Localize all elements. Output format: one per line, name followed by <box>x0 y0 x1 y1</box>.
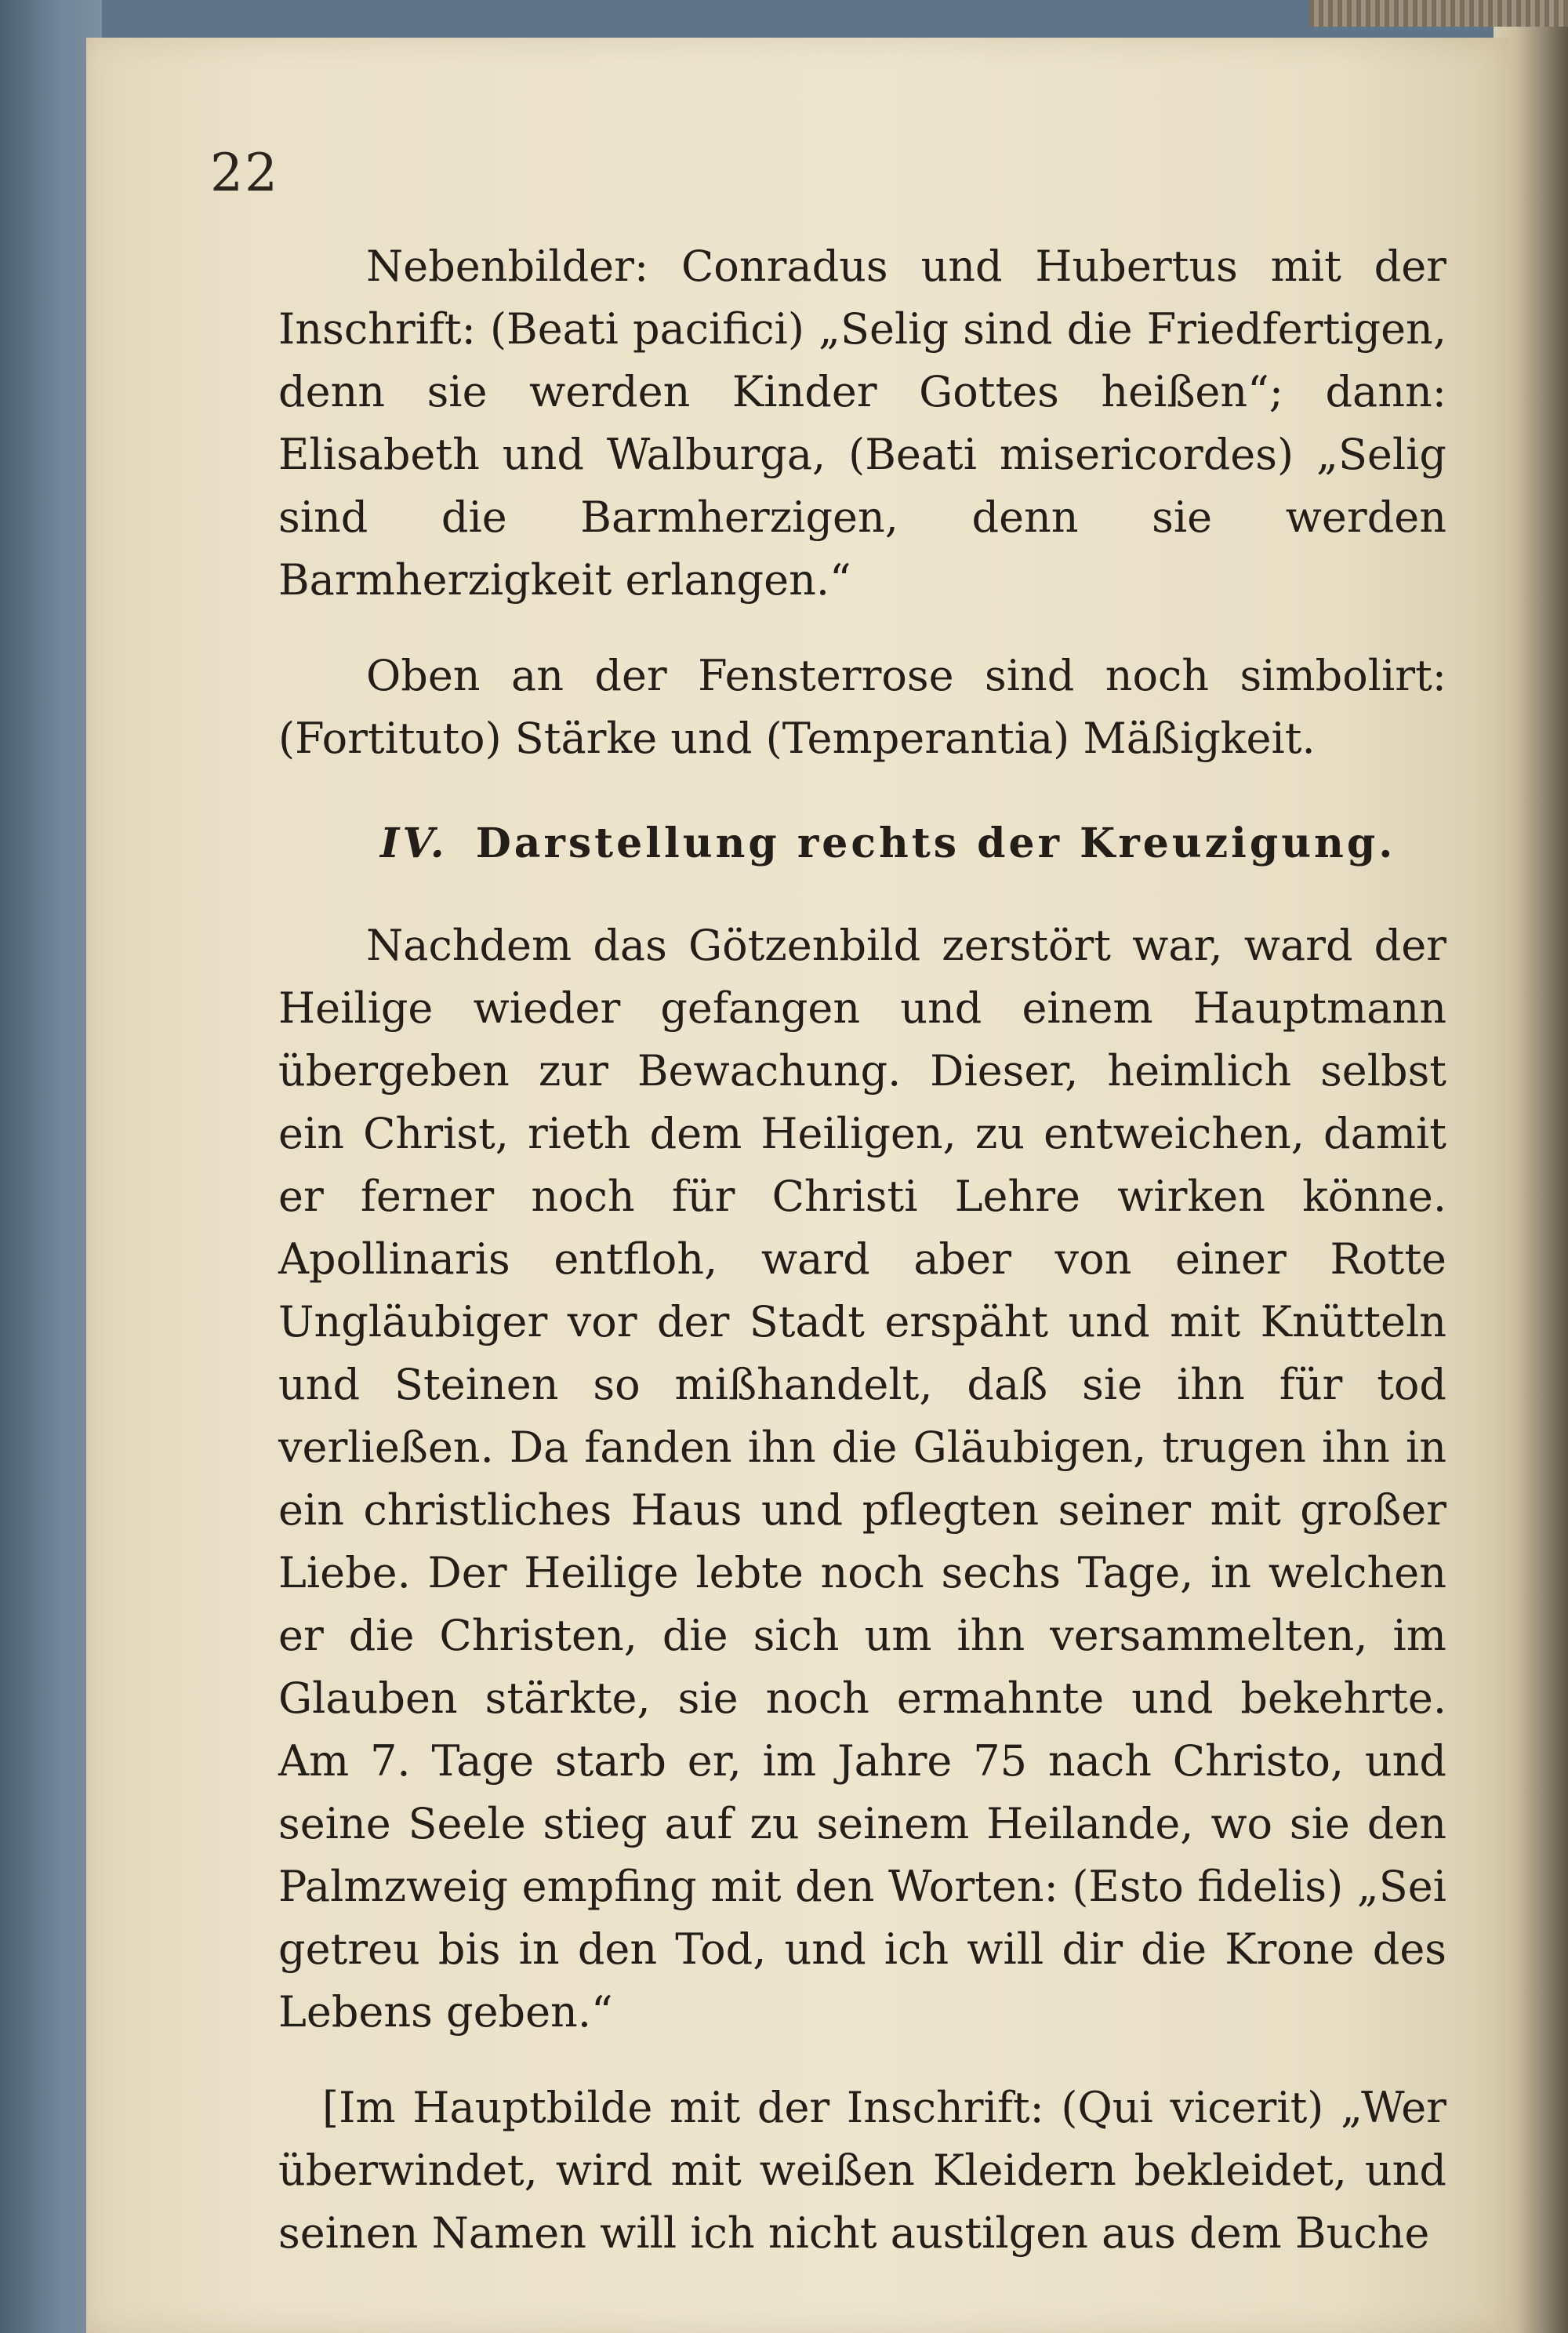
paragraph-fensterrose: Oben an der Fensterrose sind noch simbolirt: (Fortituto) Stärke und (Temperantia) Mäßigkeit. <box>278 651 1446 763</box>
section-heading <box>278 812 1446 875</box>
paragraph-story: Nachdem das Götzenbild zerstört war, ward der Heilige wieder gefangen und einem Hauptmann übergeben zur Bewachung. Dieser, heimlich selbst ein Christ, rieth dem Heiligen, zu entweichen, damit er ferner noch für Christi Lehre wirken könne. Apollinaris entfloh, ward aber von einer Rotte Ungläubiger vor der Stadt erspäht und mit Knütteln und Steinen so mißhandelt, daß sie ihn für tod verließen. Da fanden ihn die Gläubigen, trugen ihn in ein christliches Haus und pflegten seiner mit großer Liebe. Der Heilige lebte noch sechs Tage, in welchen er die Christen, die sich um ihn versammelten, im Glauben stärkte, sie noch ermahnte und bekehrte. Am 7. Tage starb er, im Jahre 75 nach Christo, und seine Seele stieg auf zu seinem Heilande, wo sie den Palmzweig empfing mit den Worten: (Esto fidelis) „Sei getreu bis in den Tod, und ich will dir die Krone des Lebens geben.“ <box>278 921 1446 2037</box>
section-title: Darstellung rechts der Kreuzigung. <box>475 819 1396 867</box>
book-binding-cloth <box>1309 0 1568 27</box>
page-number: 22 <box>210 143 279 203</box>
paragraph-nebenbilder: Nebenbilder: Conradus und Hubertus mit der Inschrift: (Beati pacifici) „Selig sind die Friedfertigen, denn sie werden Kinder Gottes heißen“; dann: Elisabeth und Walburga, (Beati misericordes) „Selig sind die Barmherzigen, denn sie werden Barmherzigkeit erlangen.“ <box>278 242 1446 605</box>
paragraph-hauptbild: [Im Hauptbilde mit der Inschrift: (Qui vicerit) „Wer überwindet, wird mit weißen Kleidern bekleidet, und seinen Namen will ich nicht austilgen aus dem Buche <box>278 2083 1446 2258</box>
page-text <box>278 235 1446 2298</box>
section-numeral: IV. <box>380 819 448 867</box>
